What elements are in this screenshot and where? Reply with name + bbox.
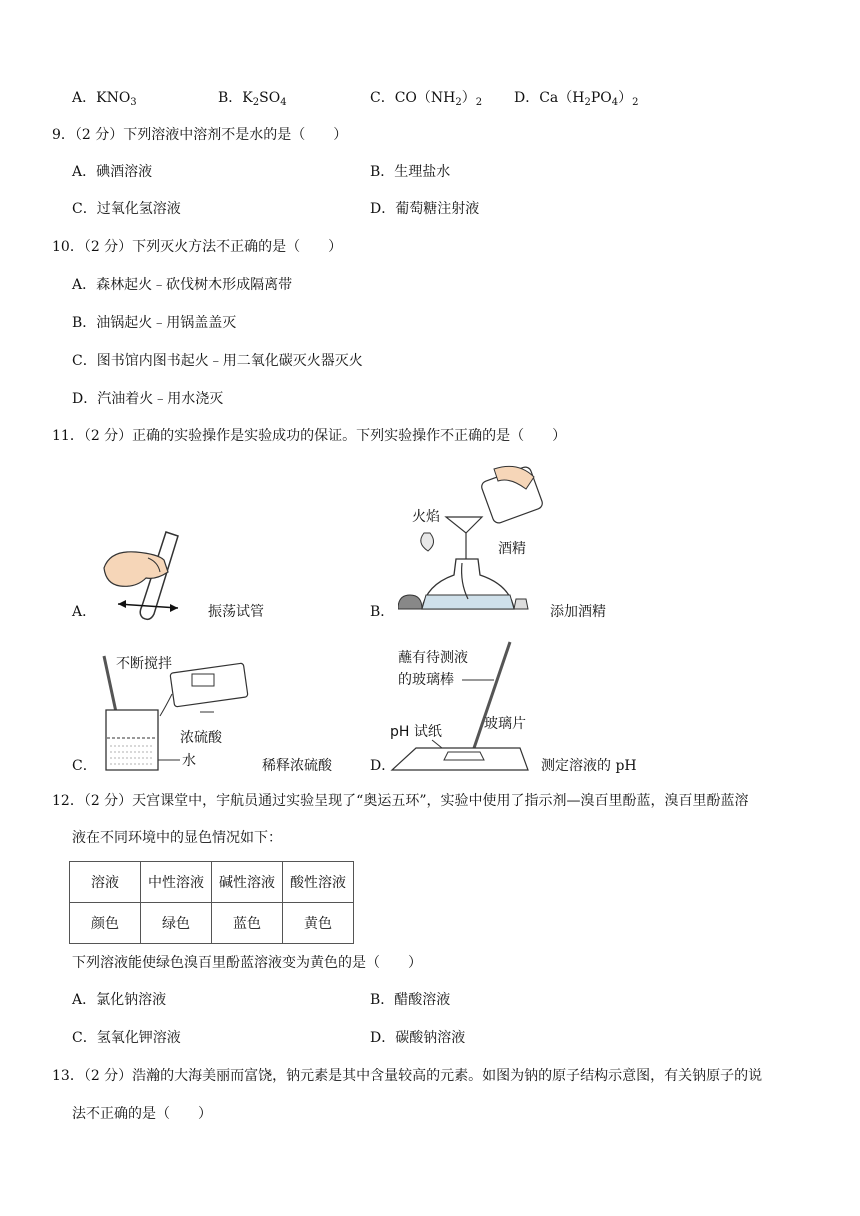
table-cell: 黄色 bbox=[283, 903, 354, 944]
q12-option-b: B．醋酸溶液 bbox=[370, 992, 451, 1008]
q12-stem-line1: 12．（2 分）天宫课堂中，宇航员通过实验呈现了“奥运五环”，实验中使用了指示剂—溴百里酚蓝，溴百里酚蓝溶 bbox=[52, 793, 749, 809]
q13-stem-line2: 法不正确的是（ ） bbox=[72, 1106, 212, 1122]
q10-option-b: B．油锅起火﹣用锅盖盖灭 bbox=[72, 315, 237, 331]
q11-option-a-caption: 振荡试管 bbox=[208, 604, 264, 620]
q11-option-d-letter: D． bbox=[370, 758, 396, 774]
figure-dilute-sulfuric-acid bbox=[96, 646, 276, 774]
q11-option-c-caption: 稀释浓硫酸 bbox=[262, 758, 332, 774]
q8-option-c: C．$CO(NH_2)_2$ bbox=[370, 90, 483, 108]
table-cell: 蓝色 bbox=[212, 903, 283, 944]
fig-label-flame: 火焰 bbox=[412, 509, 440, 525]
q10-option-a: A．森林起火﹣砍伐树木形成隔离带 bbox=[72, 277, 293, 293]
fig-label-ph-paper: pH 试纸 bbox=[390, 724, 442, 740]
q9-option-b: B．生理盐水 bbox=[370, 164, 451, 180]
table-cell: 绿色 bbox=[141, 903, 212, 944]
figure-measure-ph bbox=[388, 638, 548, 774]
table-header-cell: 酸性溶液 bbox=[283, 862, 354, 903]
table-header-cell: 溶液 bbox=[70, 862, 141, 903]
q11-option-b-letter: B． bbox=[370, 604, 395, 620]
q9-option-a: A．碘酒溶液 bbox=[72, 164, 153, 180]
figure-shake-test-tube bbox=[96, 528, 206, 624]
q11-option-a-letter: A． bbox=[72, 604, 97, 620]
fig-label-rod-line1: 蘸有待测液 bbox=[398, 650, 468, 666]
q9-option-c: C．过氧化氢溶液 bbox=[72, 201, 181, 217]
q9-option-d: D．葡萄糖注射液 bbox=[370, 201, 480, 217]
table-row bbox=[70, 903, 354, 944]
fig-label-acid: 浓硫酸 bbox=[180, 730, 222, 746]
q12-option-d: D．碳酸钠溶液 bbox=[370, 1030, 466, 1046]
q8-option-b: B．$K_2SO_4$ bbox=[218, 90, 287, 108]
q12-question: 下列溶液能使绿色溴百里酚蓝溶液变为黄色的是（ ） bbox=[72, 955, 422, 971]
table-header-row bbox=[70, 862, 354, 903]
table-header-cell: 碱性溶液 bbox=[212, 862, 283, 903]
q11-stem: 11．（2 分）正确的实验操作是实验成功的保证。下列实验操作不正确的是（ ） bbox=[52, 428, 567, 444]
q12-option-c: C．氢氧化钾溶液 bbox=[72, 1030, 181, 1046]
fig-label-glass: 玻璃片 bbox=[484, 716, 526, 732]
q10-option-d: D．汽油着火﹣用水浇灭 bbox=[72, 391, 224, 407]
q11-option-d-caption: 测定溶液的 pH bbox=[541, 758, 637, 774]
q9-stem: 9．（2 分）下列溶液中溶剂不是水的是（ ） bbox=[52, 127, 348, 143]
q10-stem: 10．（2 分）下列灭火方法不正确的是（ ） bbox=[52, 239, 343, 255]
fig-label-alcohol: 酒精 bbox=[498, 541, 526, 557]
fig-label-rod-line2: 的玻璃棒 bbox=[398, 672, 454, 688]
q11-option-c-letter: C． bbox=[72, 758, 97, 774]
q8-option-d: D．$Ca(H_2PO_4)_2$ bbox=[514, 90, 639, 108]
figure-add-alcohol bbox=[398, 463, 548, 623]
table-cell: 颜色 bbox=[70, 903, 141, 944]
q13-stem-line1: 13．（2 分）浩瀚的大海美丽而富饶，钠元素是其中含量较高的元素。如图为钠的原子结构示意图，有关钠原子的说 bbox=[52, 1068, 763, 1084]
q12-stem-line2: 液在不同环境中的显色情况如下： bbox=[72, 830, 282, 846]
indicator-color-table bbox=[69, 861, 354, 944]
q11-option-b-caption: 添加酒精 bbox=[550, 604, 606, 620]
fig-label-water: 水 bbox=[182, 753, 196, 769]
q12-option-a: A．氯化钠溶液 bbox=[72, 992, 167, 1008]
q8-option-a: A．$KNO_3$ bbox=[72, 90, 137, 108]
table-header-cell: 中性溶液 bbox=[141, 862, 212, 903]
q10-option-c: C．图书馆内图书起火﹣用二氧化碳灭火器灭火 bbox=[72, 353, 363, 369]
fig-label-stir: 不断搅拌 bbox=[116, 656, 172, 672]
